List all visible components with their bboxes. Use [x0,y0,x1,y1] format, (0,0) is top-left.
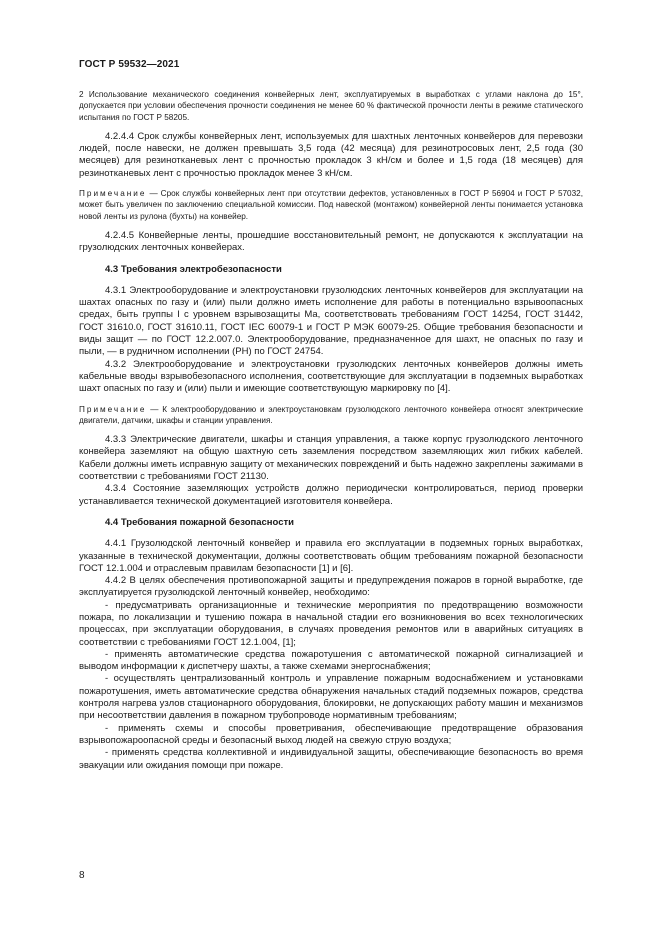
body-paragraph: 4.4.2 В целях обеспечения противопожарной защиты и предупреждения пожаров в горной выработке, где эксплуатируется грузолюдской ленточный конвейер, необходимо: [79,575,583,599]
body-paragraph: - применять схемы и способы проветривания, обеспечивающие предотвращение образования взрывопожароопасной среды и безопасный выход людей на свежую струю воздуха; [79,722,583,746]
body-paragraph: 2 Использование механического соединения конвейерных лент, эксплуатируемых в выработках с углами наклона до 15°, допускается при условии обеспечения прочности соединения не менее 60 % фактической прочности ленты в режиме статического испытания по ГОСТ Р 58205. [79,90,583,122]
note-label: Примечание [79,404,147,414]
section-heading: 4.3 Требования электробезопасности [105,263,282,275]
body-paragraph: 4.2.4.4 Срок службы конвейерных лент, используемых для шахтных ленточных конвейеров для перевозки людей, после навески, не должен превышать 3,5 года (42 месяца) для резинотросовых лент, 2,5 года (30 месяцев) для резинотканевых лент с прочностью прокладок 3 кН/см и более и 1,5 года (18 месяцев) для резинотканевых лент с прочностью прокладок менее 3 кН/см. [79,130,583,179]
body-paragraph: 4.3.1 Электрооборудование и электроустановки грузолюдских ленточных конвейеров для эксплуатации на шахтах опасных по газу и (или) пыли должно иметь исполнение для работы в потенциально взрывоопасных средах, быть группы I с уровнем взрывозащиты Ма, соответствовать требованиям ГОСТ 14254, ГОСТ 31442, ГОСТ 31610.0, ГОСТ 31610.11, ГОСТ IEC 60079-1 и ГОСТ Р МЭК 60079-25. Общие требования безопасности и виды защит — по ГОСТ 12.2.007.0. Электрооборудование, предназначенное для шахт, не опасных по газу и пыли, — в рудничном исполнении (РН) по ГОСТ 24754. [79,284,583,358]
body-paragraph: 4.4.1 Грузолюдской ленточный конвейер и правила его эксплуатации в подземных горных выработках, указанные в технической документации, должны соответствовать общим требованиям пожарной безопасности ГОСТ 12.1.004 и отраслевым правилам безопасности [1] и [6]. [79,538,583,574]
body-paragraph: - применять средства коллективной и индивидуальной защиты, обеспечивающие безопасность во время эвакуации или ожидания помощи при пожаре. [79,747,583,771]
body-paragraph: - осуществлять централизованный контроль и управление пожарным водоснабжением и установками пожаротушения, иметь автоматические средства обнаружения начальных стадий подземных пожаров, средства контроля нагрева узлов стационарного оборудования, блокировки, не допускающих работу машин и механизмов при несоответствии давления в пожарном трубопроводе нормативным требованиям; [79,673,583,722]
section-heading: 4.4 Требования пожарной безопасности [105,516,294,528]
note-label: Примечание [79,189,147,199]
note-text: — К электрооборудованию и электроустановкам грузолюдского ленточного конвейера относят электрические двигатели, датчики, шкафы и станции управления. [79,404,583,425]
document-body [79,89,583,772]
body-paragraph: 4.3.4 Состояние заземляющих устройств должно периодически контролироваться, период проверки устанавливается технической документацией изготовителя конвейера. [79,483,583,507]
page-number: 8 [79,870,85,881]
body-paragraph: 4.3.3 Электрические двигатели, шкафы и станция управления, а также корпус грузолюдского ленточного конвейера заземляют на общую шахтную сеть заземления посредством заземляющих жил гибких кабелей. Кабели должны иметь исправную защиту от механических повреждений и быть надежно закреплены зажимами в соответствии с требованиями ГОСТ 21130. [79,434,583,483]
body-paragraph: 4.2.4.5 Конвейерные ленты, прошедшие восстановительный ремонт, не допускаются к эксплуатации на грузолюдских ленточных конвейерах. [79,229,583,254]
note-paragraph [79,404,583,427]
body-paragraph: - предусматривать организационные и технические мероприятия по предотвращению возможности пожара, по локализации и тушению пожара в начальной стадии его возникновения во всех технологических процессах, при эксплуатации оборудования, в случаях проведения ремонтов или в аварийных ситуациях в соответствии с требованиями ГОСТ 12.1.004, [1]; [79,599,583,648]
note-text: — Срок службы конвейерных лент при отсутствии дефектов, установленных в ГОСТ Р 56904 и ГОСТ Р 57032, может быть увеличен по заключению специальной комиссии. Под навеской (монтажом) конвейерной ленты понимается установка новой ленты из рулона (бухты) на конвейер. [79,189,583,221]
body-paragraph: 4.3.2 Электрооборудование и электроустановки грузолюдских ленточных конвейеров должны иметь кабельные вводы взрывобезопасного исполнения, соответствующие для эксплуатации в подземных выработках шахт опасных по газу и (или) пыли и имеющие соответствующую маркировку по [4]. [79,358,583,395]
document-header: ГОСТ Р 59532—2021 [79,59,180,70]
body-paragraph: - применять автоматические средства пожаротушения с автоматической пожарной сигнализацией и выводом информации к диспетчеру шахты, а также схемами энергоснабжения; [79,648,583,673]
note-paragraph [79,188,583,222]
